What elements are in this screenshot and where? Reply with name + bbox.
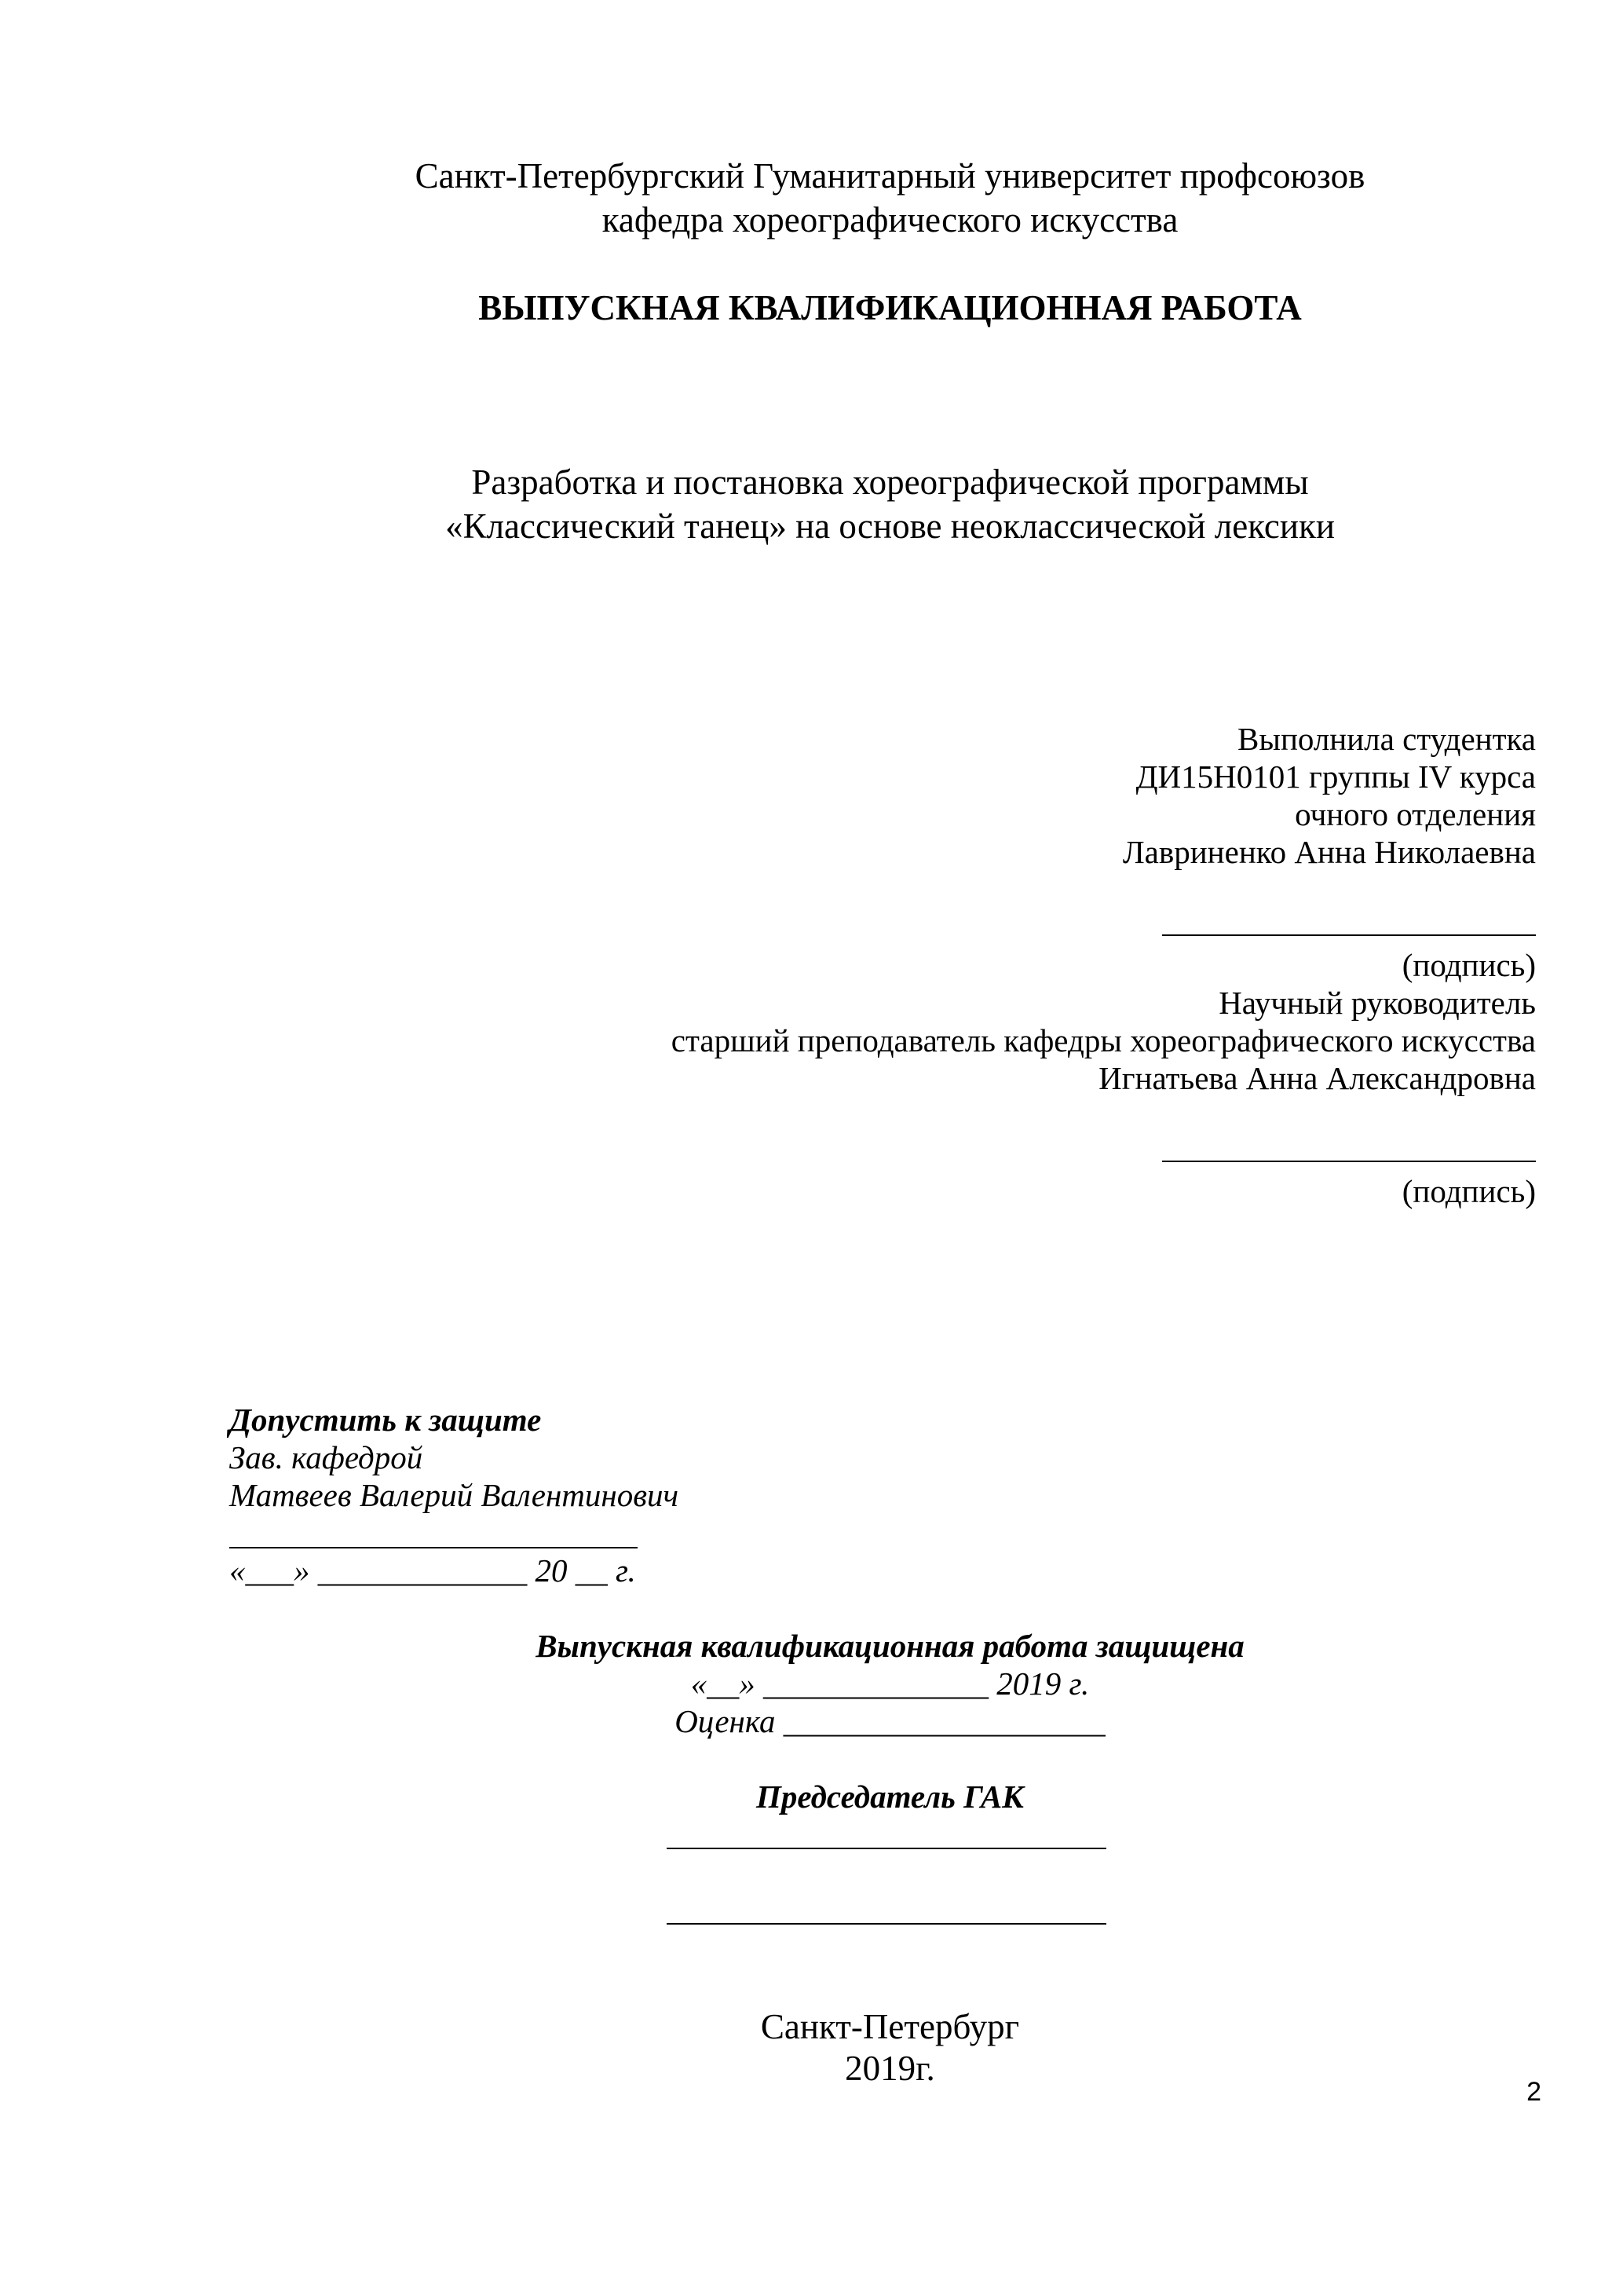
student-label: Выполнила студентка	[1237, 721, 1536, 757]
footer-city: Санкт-Петербург	[760, 2007, 1020, 2046]
document-type-title: ВЫПУСКНАЯ КВАЛИФИКАЦИОННАЯ РАБОТА	[478, 288, 1302, 327]
admission-role: Зав. кафедрой	[229, 1439, 423, 1475]
supervisor-signature-line	[1162, 1161, 1536, 1162]
supervisor-position: старший преподаватель кафедры хореографического искусства	[671, 1022, 1536, 1058]
student-department: очного отделения	[1295, 796, 1536, 832]
defense-grade-line: Оценка ____________________	[674, 1703, 1106, 1739]
topic-line-1: Разработка и постановка хореографической программы	[471, 462, 1309, 502]
supervisor-signature-label: (подпись)	[1402, 1173, 1536, 1209]
university-name: Санкт-Петербургский Гуманитарный университет профсоюзов	[415, 156, 1365, 196]
topic-line-2: «Классический танец» на основе неоклассической лексики	[445, 506, 1335, 546]
admission-name: Матвеев Валерий Валентинович	[229, 1477, 679, 1513]
defense-heading: Выпускная квалификационная работа защищена	[536, 1628, 1245, 1664]
footer-year: 2019г.	[845, 2049, 935, 2088]
student-signature-label: (подпись)	[1402, 947, 1536, 983]
admission-signature-line	[229, 1547, 638, 1548]
commission-signature-line-2	[667, 1923, 1106, 1925]
commission-signature-line-1	[667, 1848, 1106, 1849]
defense-date-line: «__» ______________ 2019 г.	[690, 1665, 1090, 1702]
department-name: кафедра хореографического искусства	[601, 200, 1179, 239]
admission-heading: Допустить к защите	[229, 1402, 542, 1438]
student-signature-line	[1162, 934, 1536, 936]
supervisor-title: Научный руководитель	[1219, 985, 1536, 1021]
supervisor-name: Игнатьева Анна Александровна	[1098, 1060, 1536, 1096]
student-group: ДИ15Н0101 группы IV курса	[1135, 759, 1536, 795]
commission-heading: Председатель ГАК	[756, 1779, 1024, 1815]
student-name: Лавриненко Анна Николаевна	[1122, 834, 1536, 870]
admission-date-line: «___» _____________ 20 __ г.	[229, 1552, 636, 1589]
page-number: 2	[1526, 2077, 1541, 2107]
